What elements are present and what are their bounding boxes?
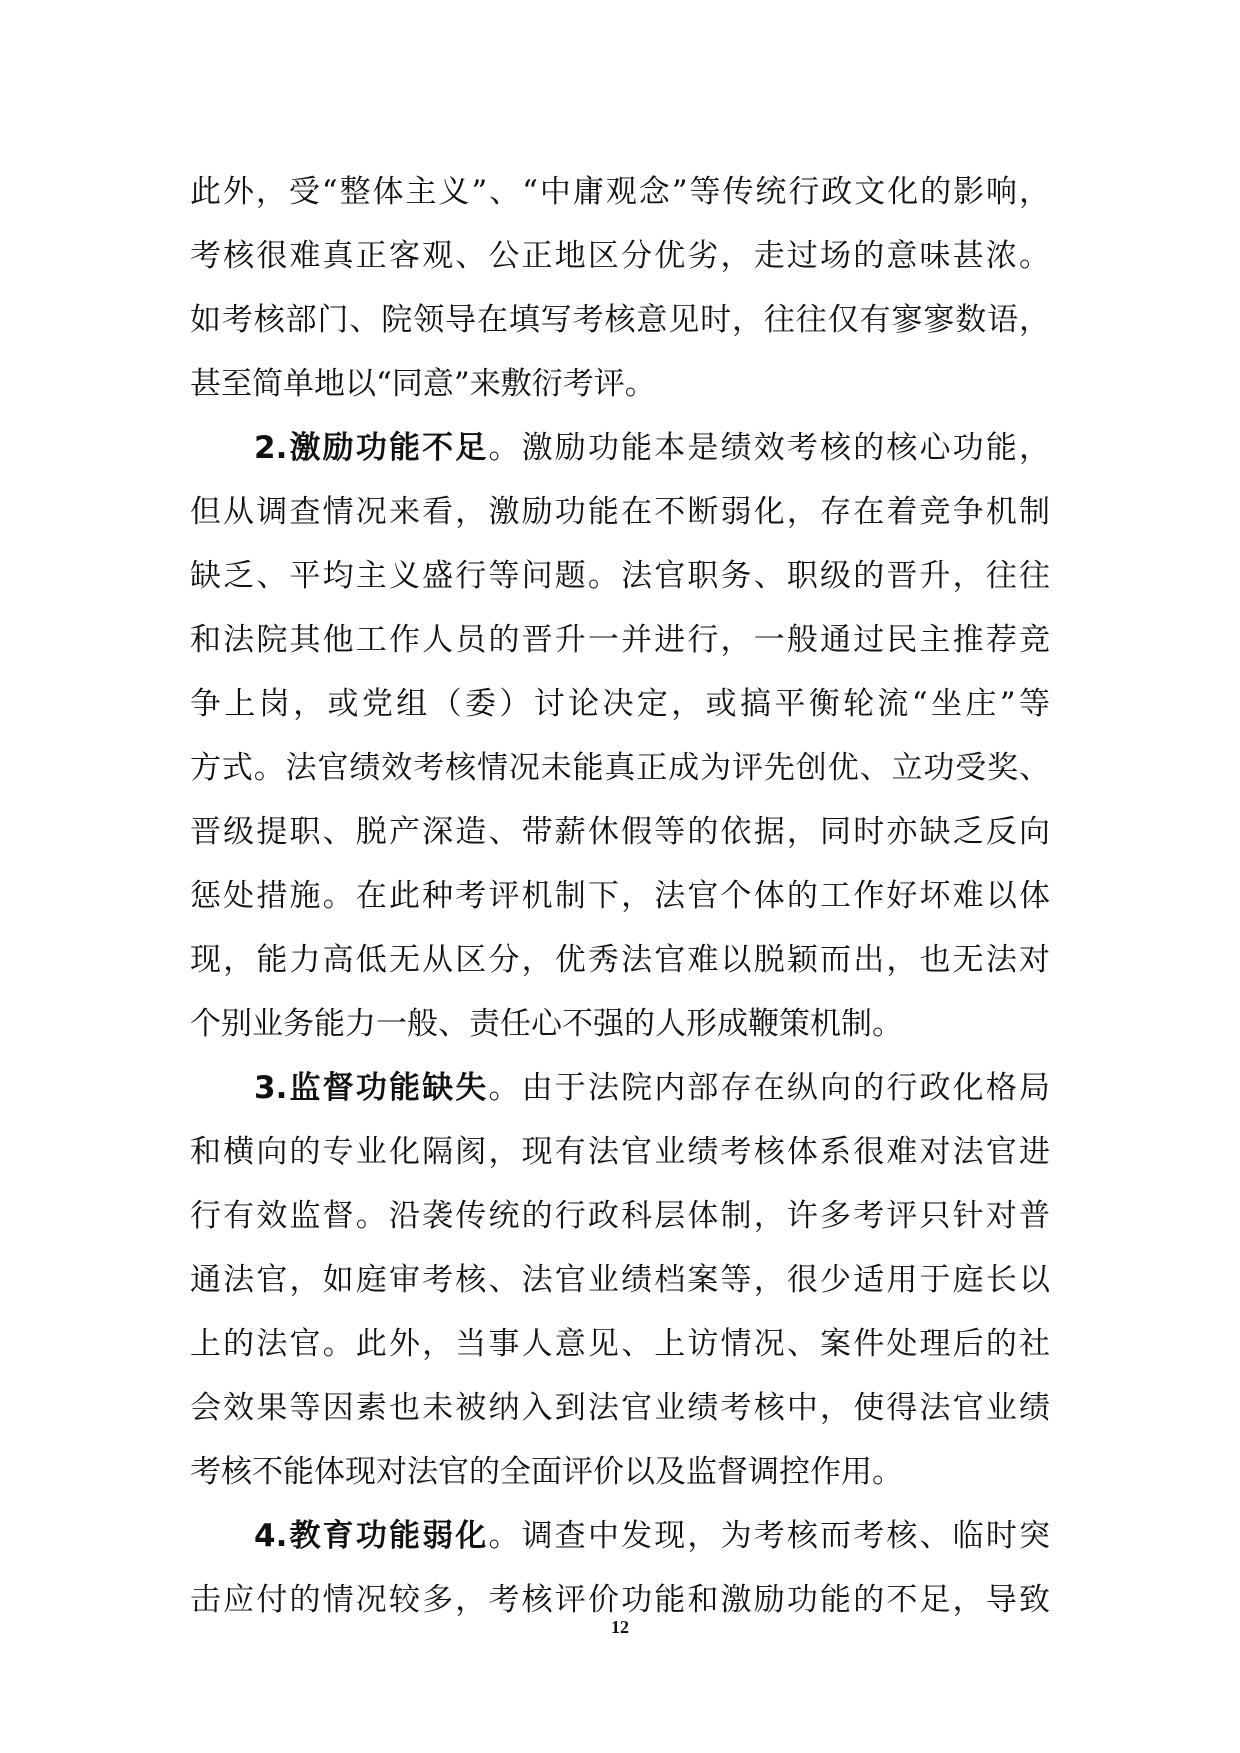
paragraph-first-line xyxy=(190,1504,1050,1568)
text-line: 考核很难真正客观、公正地区分优劣，走过场的意味甚浓。 xyxy=(190,238,1050,274)
text-line: 和横向的专业化隔阂，现有法官业绩考核体系很难对法官进 xyxy=(190,1134,1050,1170)
text-line: 和法院其他工作人员的晋升一并进行，一般通过民主推荐竞 xyxy=(190,622,1050,658)
text-run: 。调查中发现，为考核而考核、临时突 xyxy=(488,1518,1050,1554)
text-run: 。由于法院内部存在纵向的行政化格局 xyxy=(488,1070,1050,1106)
text-line: 惩处措施。在此种考评机制下，法官个体的工作好坏难以体 xyxy=(190,878,1050,914)
text-line: 通法官，如庭审考核、法官业绩档案等，很少适用于庭长以 xyxy=(190,1262,1050,1298)
paragraph-first-line xyxy=(190,416,1050,480)
text-line: 上的法官。此外，当事人意见、上访情况、案件处理后的社 xyxy=(190,1326,1050,1362)
text-line: 缺乏、平均主义盛行等问题。法官职务、职级的晋升，往往 xyxy=(190,558,1050,594)
text-line: 争上岗，或党组（委）讨论决定，或搞平衡轮流“坐庄”等 xyxy=(190,686,1050,722)
text-line: 行有效监督。沿袭传统的行政科层体制，许多考评只针对普 xyxy=(190,1198,1050,1234)
text-line: 考核不能体现对法官的全面评价以及监督调控作用。 xyxy=(190,1454,903,1490)
text-run: 。激励功能本是绩效考核的核心功能， xyxy=(488,430,1050,466)
body-text xyxy=(190,160,1050,1632)
text-line: 会效果等因素也未被纳入到法官业绩考核中，使得法官业绩 xyxy=(190,1390,1050,1426)
text-line: 方式。法官绩效考核情况未能真正成为评先创优、立功受奖、 xyxy=(190,750,1050,786)
paragraph-3 xyxy=(190,1056,1050,1504)
section-heading-incentive: 2.激励功能不足 xyxy=(254,430,489,466)
paragraph-4 xyxy=(190,1504,1050,1632)
text-line: 晋级提职、脱产深造、带薪休假等的依据，同时亦缺乏反向 xyxy=(190,814,1050,850)
page-number: 12 xyxy=(611,1617,629,1637)
text-line: 击应付的情况较多，考核评价功能和激励功能的不足，导致 xyxy=(190,1582,1050,1618)
paragraph-1 xyxy=(190,160,1050,416)
text-line: 个别业务能力一般、责任心不强的人形成鞭策机制。 xyxy=(190,1006,903,1042)
text-line: 如考核部门、院领导在填写考核意见时，往往仅有寥寥数语， xyxy=(190,302,1050,338)
text-line: 但从调查情况来看，激励功能在不断弱化，存在着竞争机制 xyxy=(190,494,1050,530)
text-line: 此外，受“整体主义”、“中庸观念”等传统行政文化的影响， xyxy=(190,174,1050,210)
text-line: 甚至简单地以“同意”来敷衍考评。 xyxy=(190,366,656,402)
paragraph-first-line xyxy=(190,1056,1050,1120)
text-line: 现，能力高低无从区分，优秀法官难以脱颖而出，也无法对 xyxy=(190,942,1050,978)
section-heading-education: 4.教育功能弱化 xyxy=(254,1518,489,1554)
paragraph-2 xyxy=(190,416,1050,1056)
section-heading-supervision: 3.监督功能缺失 xyxy=(254,1070,489,1106)
